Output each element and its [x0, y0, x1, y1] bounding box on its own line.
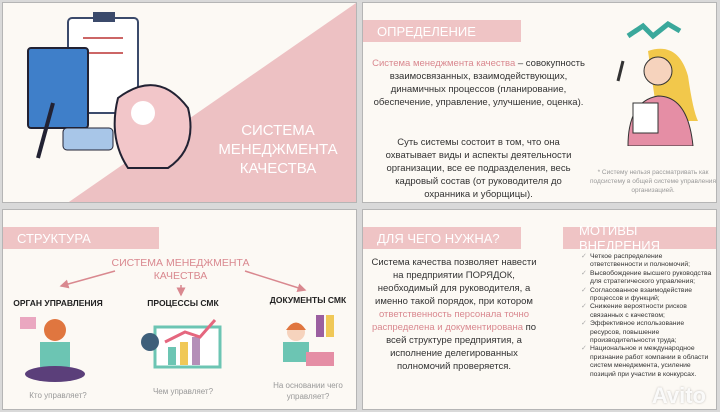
definition: – совокупность взаимосвязанных, взаимодействующих, динамичных процессов (планирование, обеспечение, управление, улучшение, оценка). — [373, 58, 585, 108]
heading-band-right — [563, 223, 717, 253]
motives-list — [581, 253, 716, 379]
watermark: Avito — [651, 383, 706, 408]
motive-text: Национальное и международное признание работ компании в области систем менеджмента, усиление позиций при участии в конкурсах. — [590, 345, 709, 378]
heading: ОПРЕДЕЛЕНИЕ — [377, 23, 476, 39]
heading-band-left — [363, 227, 521, 249]
list-item — [581, 345, 716, 379]
center-node: СИСТЕМА МЕНЕДЖМЕНТА КАЧЕСТВА — [111, 257, 250, 282]
branch-question: Кто управляет? — [29, 391, 87, 400]
processes-illustration — [140, 312, 225, 377]
heading: СТРУКТУРА — [17, 230, 91, 246]
branch-question: Чем управляет? — [152, 387, 214, 396]
list-item — [581, 303, 716, 320]
heading-right: МОТИВЫ ВНЕДРЕНИЯ — [579, 223, 660, 253]
slide-purpose — [362, 209, 717, 410]
heading-left: ДЛЯ ЧЕГО НУЖНА? — [377, 230, 500, 246]
slide-structure — [2, 209, 357, 410]
footnote: * Систему нельзя рассматривать как подсистему в общей системе управления организацией. — [590, 169, 716, 194]
check-icon: ✓ — [581, 286, 587, 294]
medical-illustration — [23, 8, 203, 183]
motive-text: Высвобождение высшего руководства для стратегического управления; — [590, 269, 712, 286]
motive-text: Согласованное взаимодействие процессов и функций; — [590, 286, 693, 303]
motive-text: Четкое распределение ответственности и полномочий; — [590, 253, 691, 269]
check-icon: ✓ — [581, 320, 587, 328]
essence-text: Суть системы состоит в том, что она охватывает виды и аспекты деятельности организации, все ее подразделения, весь кадровый состав (от руководителя до охранника и уборщицы). — [385, 137, 572, 200]
slide-title — [2, 2, 357, 203]
term: Система менеджмента качества — [372, 58, 516, 69]
branch-label: ОРГАН УПРАВЛЕНИЯ — [13, 298, 103, 308]
motive-text: Снижение вероятности рисков связанных с качеством; — [590, 303, 687, 319]
check-icon: ✓ — [581, 269, 587, 277]
definition-text — [371, 57, 586, 109]
check-icon: ✓ — [581, 345, 587, 353]
list-item — [581, 253, 716, 270]
check-icon: ✓ — [581, 303, 587, 311]
arrow-right — [245, 271, 305, 290]
heading-band — [363, 20, 521, 42]
purpose-text-a: Система качества позволяет навести на предприятии ПОРЯДОК, необходимый для руководителя, а именно такой порядок, при котором — [371, 257, 537, 307]
motive-text: Эффективное использование ресурсов, повышение производительности труда; — [590, 320, 685, 345]
manager-illustration — [18, 312, 93, 384]
branch-label: ДОКУМЕНТЫ СМК — [269, 295, 347, 305]
presentation-title: СИСТЕМА МЕНЕДЖМЕНТА КАЧЕСТВА — [218, 122, 338, 177]
documents-illustration — [271, 310, 341, 372]
list-item — [581, 287, 716, 304]
arrow-left — [61, 271, 115, 286]
slide-definition — [362, 2, 717, 203]
branch-question: На основании чего управляет? — [273, 381, 343, 401]
branch-label: ПРОЦЕССЫ СМК — [147, 298, 219, 308]
list-item — [581, 320, 716, 345]
purpose-text-b: по всей структуре предприятия, а исполнение делегированных полномочий проверяется. — [386, 322, 537, 372]
purpose-highlight: ответственность персонала точно распределена и документирована — [371, 309, 529, 333]
check-icon: ✓ — [581, 253, 587, 260]
woman-illustration — [598, 21, 708, 146]
list-item — [581, 270, 716, 287]
purpose-text — [369, 256, 539, 373]
